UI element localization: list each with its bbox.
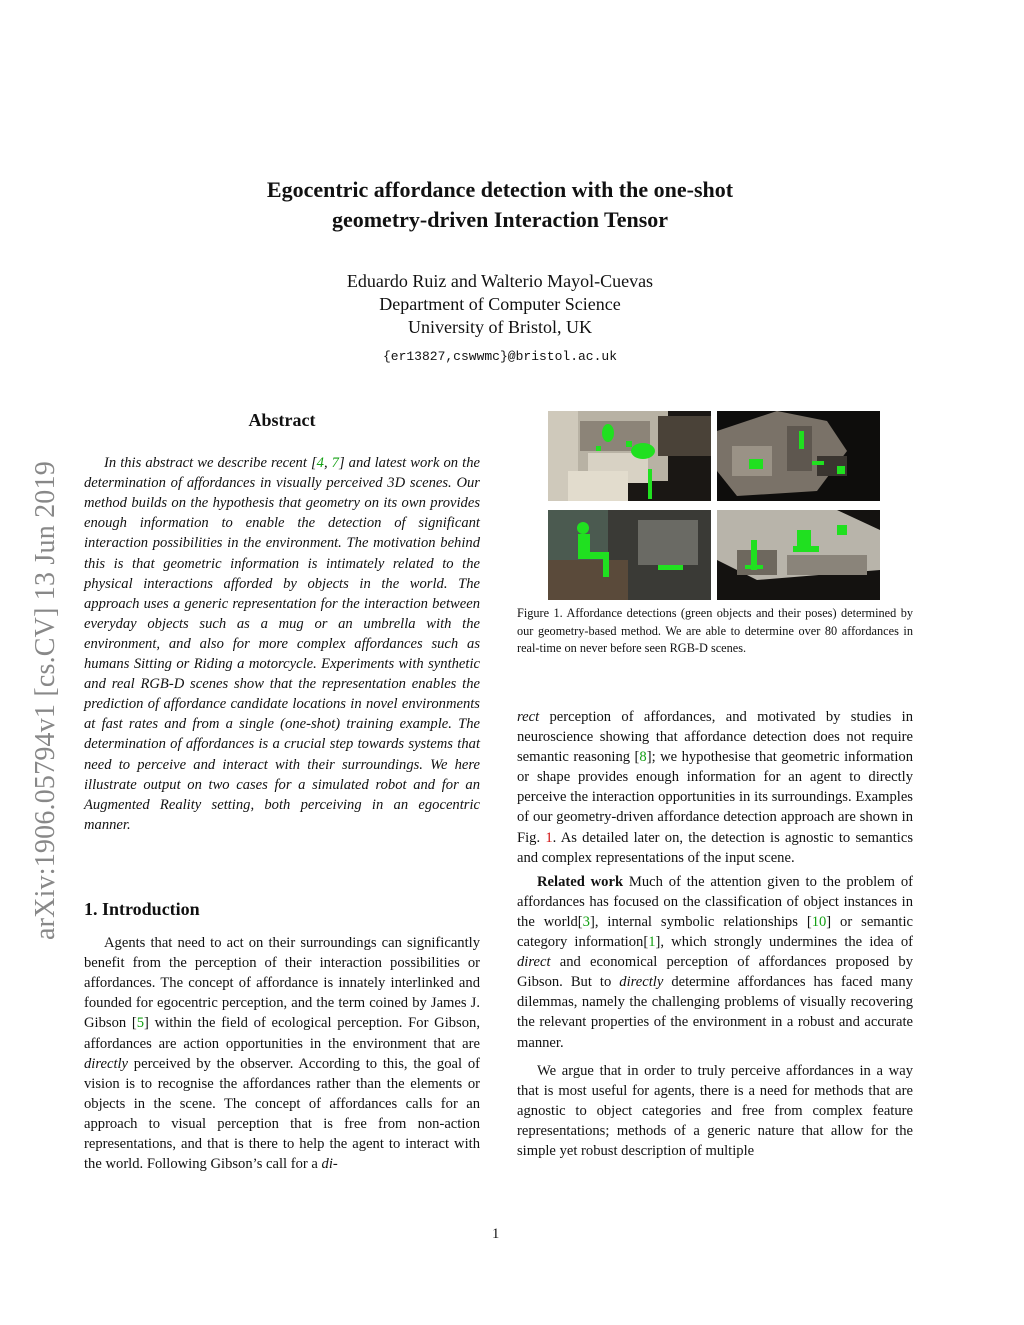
figure-link[interactable]: 1 — [545, 829, 553, 846]
figure-image-sitting — [548, 510, 711, 600]
intro-paragraph — [84, 933, 480, 1174]
abstract-body — [84, 453, 480, 835]
intro-text-c: perceived by the observer. According to this, the goal of vision is to recognise the affordances rather than the elements or objects in the scene. The concept of affordances calls for an approach to visual perception that is free from non-action representations, and that is there to help the agent to interact with the world. Following Gibson’s call for a — [84, 1055, 480, 1173]
abstract-text-a: In this abstract we describe recent [ — [104, 455, 317, 472]
related-emphasis: directly — [619, 974, 664, 991]
university: University of Bristol, UK — [408, 317, 592, 337]
email: {er13827,cswwmc}@bristol.ac.uk — [382, 349, 618, 364]
related-work-heading: Related work — [537, 873, 624, 890]
title-line-2: geometry-driven Interaction Tensor — [331, 207, 669, 232]
intro-text-a: Agents that need to act on their surroundings can significantly benefit from the perception of their interaction possibilities or affordances. The concept of affordance is innately interlinked and founded for egocentric perception, and the term coined by James J. Gibson [ — [84, 935, 480, 1032]
page-number: 1 — [492, 1226, 500, 1242]
figure-1 — [548, 411, 880, 601]
figure-image-kitchen — [548, 411, 711, 501]
arxiv-stamp — [10, 360, 61, 940]
authors: Eduardo Ruiz and Walterio Mayol-Cuevas — [346, 271, 654, 291]
citation-link[interactable]: 10 — [811, 913, 827, 930]
right-paragraph-3: We argue that in order to truly perceive affordances in a way that is most useful for agents, there is a need for methods that are agnostic to object categories and free from complex feature representations; methods of a generic nature that allow for the simple yet robust description of multiple — [517, 1062, 913, 1159]
intro-emphasis: di- — [321, 1156, 338, 1173]
right-text-b: ]; we hypothesise that geometric information or shape provides enough information for an agent to directly perceive the interaction opportunities in its surroundings. Examples of our geometry-driven affordance detection approach are shown in Fig. — [517, 749, 913, 846]
introduction-heading: 1. Introduction — [84, 899, 200, 919]
figure-image-office — [717, 411, 880, 501]
abstract-heading: Abstract — [248, 410, 316, 430]
citation-link[interactable]: 3 — [582, 913, 590, 930]
related-text-f: determine affordances has faced many dilemmas, namely the challenging problems of visually recovering the relevant properties of the environment in a robust and accurate manner. — [517, 974, 913, 1051]
right-text-c: . As detailed later on, the detection is agnostic to semantics and complex representations of the input scene. — [517, 829, 913, 866]
related-text-d: ], which strongly undermines the idea of — [655, 934, 913, 951]
title-line-1: Egocentric affordance detection with the one-shot — [266, 177, 734, 202]
related-text-c: ] or semantic category information[ — [517, 913, 914, 951]
intro-emphasis: directly — [84, 1055, 129, 1072]
figure-image-room — [717, 510, 880, 600]
figure-1-caption: Figure 1. Affordance detections (green objects and their poses) determined by our geometry-based method. We are able to determine over 80 affordances in real-time on never before seen RGB-D scenes. — [517, 606, 913, 655]
arxiv-stamp-text: arXiv:1906.05794v1 [cs.CV] 13 Jun 2019 — [30, 461, 61, 940]
paper-title — [150, 175, 850, 235]
intro-text-b: ] within the field of ecological perception. For Gibson, affordances are action opportunities in the environment that are — [84, 1015, 480, 1052]
right-emphasis: rect — [517, 709, 540, 725]
abstract-section — [84, 410, 480, 835]
related-text-a: Much of the attention given to the problem of affordances has focused on the classification of object instances in the world[ — [517, 873, 913, 930]
citation-link[interactable]: 4 — [316, 455, 324, 472]
introduction-section — [84, 899, 480, 1174]
related-text-e: and economical perception of affordances proposed by Gibson. But to — [517, 954, 913, 991]
citation-link[interactable]: 7 — [331, 455, 339, 472]
abstract-sep: , — [323, 455, 332, 472]
department: Department of Computer Science — [379, 294, 621, 314]
related-text-b: ], internal symbolic relationships [ — [589, 913, 812, 930]
author-block — [250, 270, 750, 368]
right-text-a: perception of affordances, and motivated by studies in neuroscience showing that affordance detection does not require semantic reasoning [ — [517, 709, 913, 766]
right-paragraph-1 — [517, 707, 913, 868]
citation-link[interactable]: 8 — [639, 749, 647, 766]
related-emphasis: direct — [517, 954, 551, 971]
citation-link[interactable]: 1 — [648, 934, 656, 951]
right-column-text — [517, 707, 913, 1161]
abstract-text-b: ] and latest work on the determination of affordances in visually perceived 3D scenes. Our method builds on the hypothesis that geometry on its own provides enough information to enable the detection of significant interaction possibilities in the environment. The motivation behind this is that geometric information is intimately related to the physical interactions afforded by objects in the world. The approach uses a generic representation for the interaction between everyday objects such as a mug or an umbrella with the environment, and also for more complex affordances such as humans Sitting or Riding a motorcycle. Experiments with synthetic and real RGB-D scenes show that the representation enables the prediction of affordance candidate locations in novel environments at fast rates and from a single (one-shot) training example. The determination of affordances is a crucial step towards systems that need to perceive and interact with their surroundings. We here illustrate output on two cases for a simulated robot and for an Augmented Reality setting, both perceiving in an egocentric manner. — [84, 455, 480, 833]
citation-link[interactable]: 5 — [136, 1015, 145, 1032]
related-work-paragraph — [517, 872, 913, 1053]
